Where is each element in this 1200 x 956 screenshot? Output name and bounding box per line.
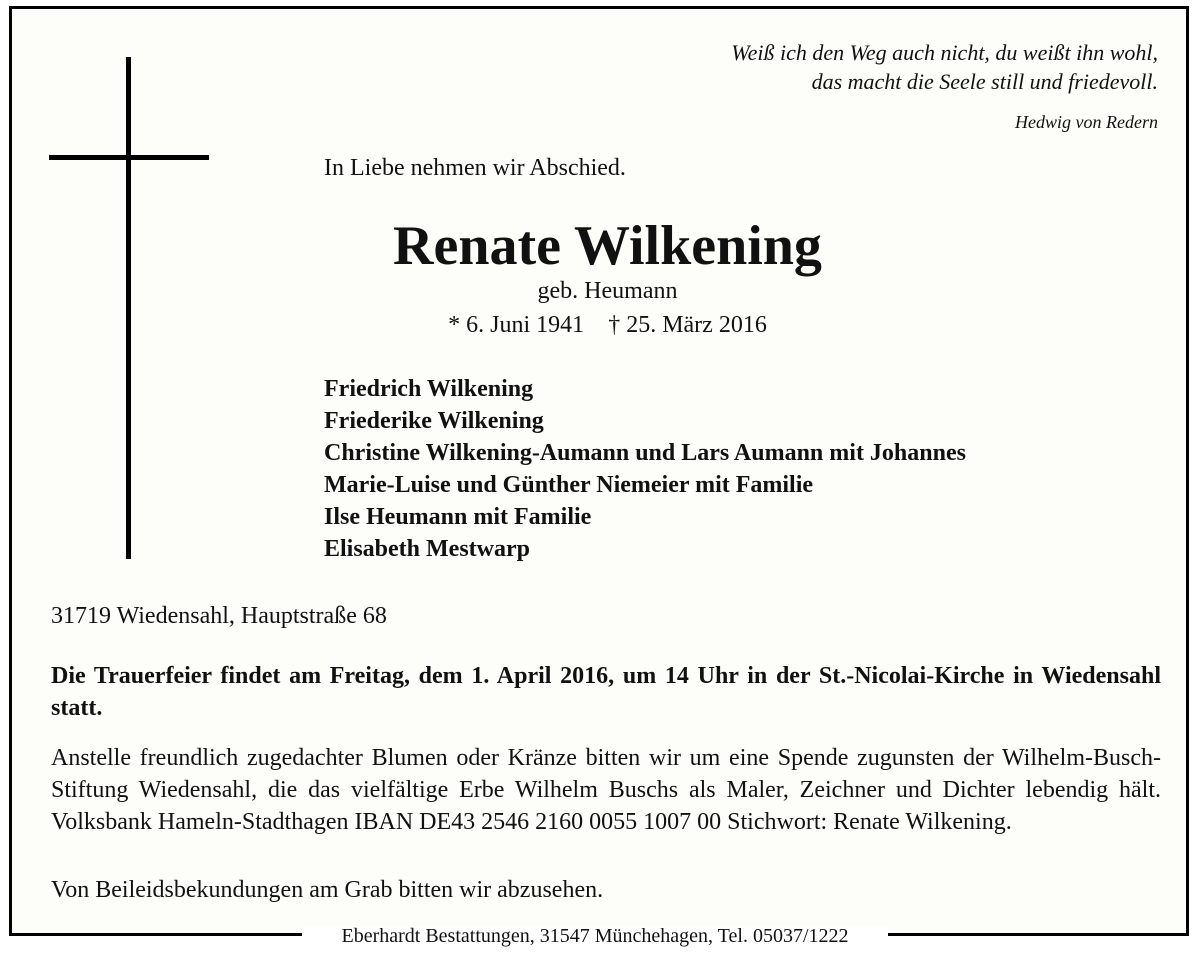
mourner-item: Ilse Heumann mit Familie	[324, 504, 592, 530]
donation-request: Anstelle freundlich zugedachter Blumen oder Kränze bitten wir um eine Spende zugunsten der Wilhelm-Busch-Stiftung Wiedensahl, die das vielfältige Erbe Wilhelm Buschs als Maler, Zeichner und Dichter lebendig hält. Volksbank Hameln-Stadthagen IBAN DE43 2546 2160 0055 1007 00 Stichwort: Renate Wilkening.	[51, 745, 1161, 835]
condolence-note: Von Beileidsbekundungen am Grab bitten wir abzusehen.	[51, 877, 604, 903]
funeral-home-footer: Eberhardt Bestattungen, 31547 Münchehagen, Tel. 05037/1222	[341, 925, 849, 947]
mourner-item: Elisabeth Mestwarp	[324, 536, 530, 562]
mourner-item: Friederike Wilkening	[324, 408, 544, 434]
cross-icon-horizontal-bar	[49, 155, 209, 160]
deceased-name: Renate Wilkening	[393, 215, 822, 277]
quote-line-1: Weiß ich den Weg auch nicht, du weißt ihn wohl,	[731, 40, 1158, 65]
funeral-service-notice: Die Trauerfeier findet am Freitag, dem 1. April 2016, um 14 Uhr in der St.-Nicolai-Kirche in Wiedensahl statt.	[51, 663, 1161, 721]
quote-author: Hedwig von Redern	[1015, 112, 1158, 132]
life-dates	[0, 312, 1200, 339]
mourner-item: Marie-Luise und Günther Niemeier mit Familie	[324, 472, 814, 498]
mourner-item: Friedrich Wilkening	[324, 376, 534, 402]
farewell-intro: In Liebe nehmen wir Abschied.	[324, 155, 626, 181]
cross-icon-vertical-bar	[126, 57, 131, 559]
birth-name: geb. Heumann	[537, 278, 678, 304]
mourner-item: Christine Wilkening-Aumann und Lars Aumann mit Johannes	[324, 440, 966, 466]
birth-date: * 6. Juni 1941	[448, 312, 585, 338]
quote-line-2: das macht die Seele still und friedevoll.	[811, 69, 1158, 94]
mourners-list	[324, 373, 966, 565]
family-address: 31719 Wiedensahl, Hauptstraße 68	[51, 603, 387, 629]
epigraph-quote	[731, 38, 1158, 96]
death-date: † 25. März 2016	[608, 312, 767, 338]
